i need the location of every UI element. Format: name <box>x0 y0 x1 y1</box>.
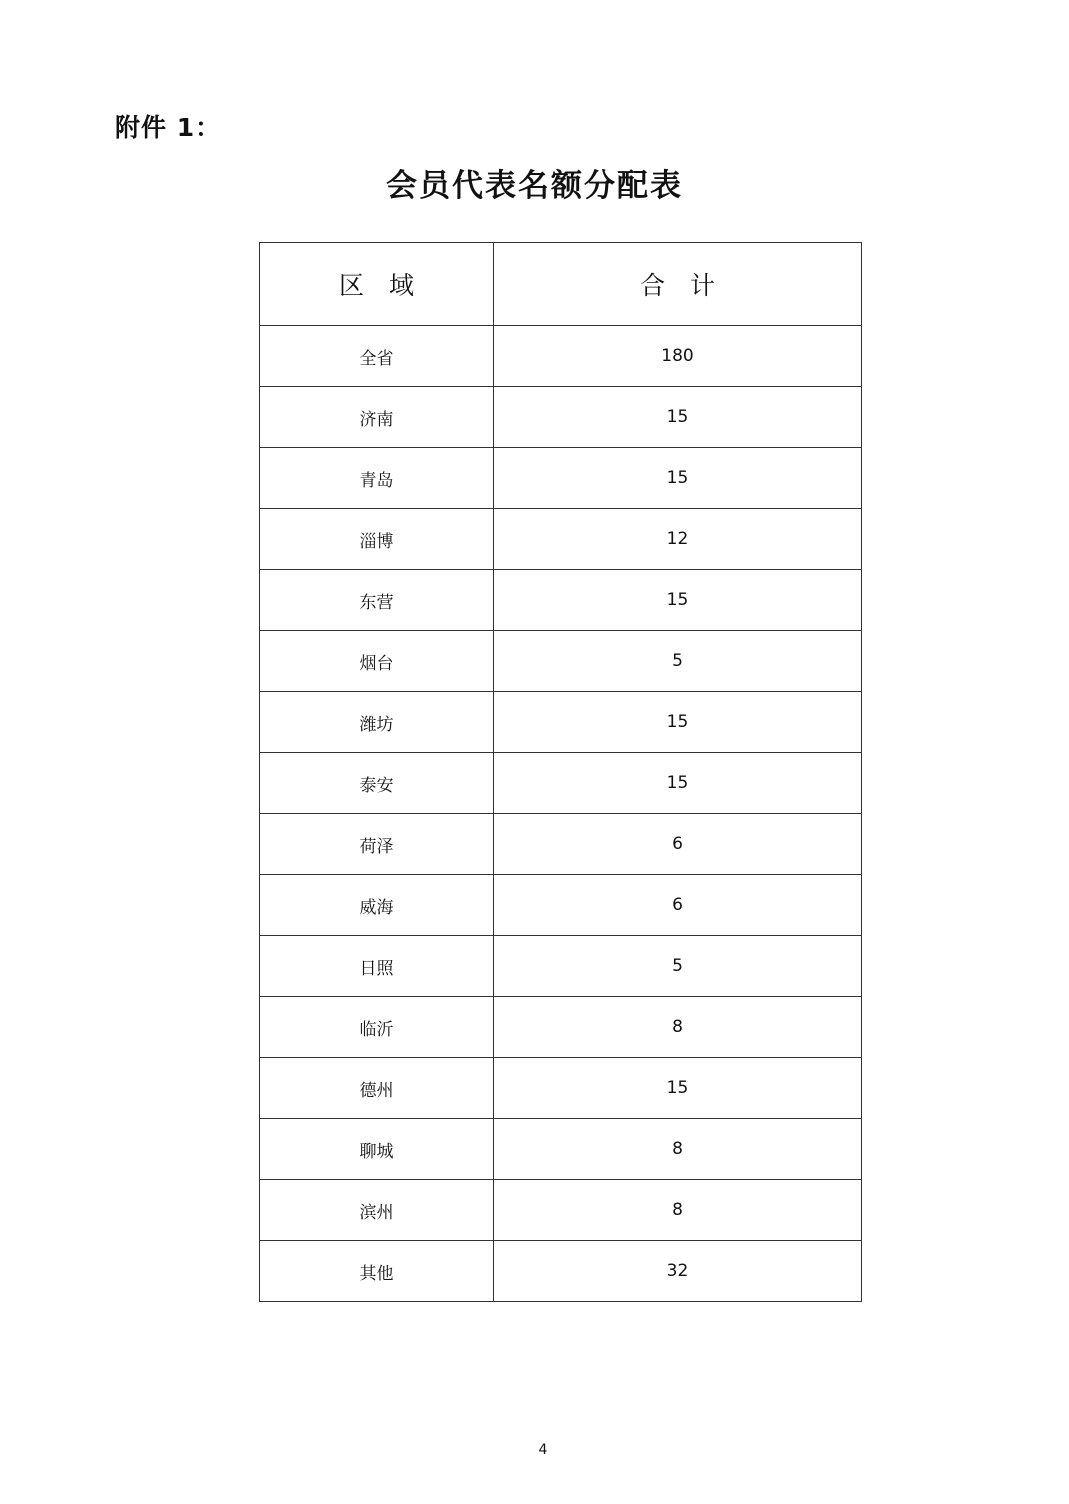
table-row <box>260 1058 862 1119</box>
total-cell: 8 <box>494 997 862 1058</box>
total-cell: 15 <box>494 387 862 448</box>
region-cell: 济南 <box>260 387 494 448</box>
column-header-region: 区 域 <box>260 243 494 326</box>
region-cell: 东营 <box>260 570 494 631</box>
table-row <box>260 997 862 1058</box>
page-title: 会员代表名额分配表 <box>386 168 683 204</box>
region-cell: 聊城 <box>260 1119 494 1180</box>
total-cell: 15 <box>494 570 862 631</box>
region-cell: 滨州 <box>260 1180 494 1241</box>
page-number: 4 <box>538 1442 548 1458</box>
total-cell: 15 <box>494 753 862 814</box>
region-cell: 德州 <box>260 1058 494 1119</box>
region-cell: 烟台 <box>260 631 494 692</box>
total-cell: 8 <box>494 1119 862 1180</box>
total-cell: 6 <box>494 814 862 875</box>
total-cell: 12 <box>494 509 862 570</box>
table-row <box>260 753 862 814</box>
region-cell: 日照 <box>260 936 494 997</box>
table-row <box>260 448 862 509</box>
table-header-row <box>260 243 862 326</box>
total-cell: 15 <box>494 448 862 509</box>
column-header-total: 合 计 <box>494 243 862 326</box>
table-row <box>260 570 862 631</box>
attachment-label: 附件 1： <box>115 113 222 142</box>
table-row <box>260 1119 862 1180</box>
total-cell: 5 <box>494 631 862 692</box>
total-cell: 15 <box>494 692 862 753</box>
total-cell: 8 <box>494 1180 862 1241</box>
table-row <box>260 1180 862 1241</box>
region-cell: 青岛 <box>260 448 494 509</box>
region-cell: 全省 <box>260 326 494 387</box>
quota-table <box>259 242 862 1302</box>
table-row <box>260 631 862 692</box>
region-cell: 其他 <box>260 1241 494 1302</box>
total-cell: 180 <box>494 326 862 387</box>
region-cell: 潍坊 <box>260 692 494 753</box>
region-cell: 临沂 <box>260 997 494 1058</box>
total-cell: 15 <box>494 1058 862 1119</box>
table-row <box>260 936 862 997</box>
table-row <box>260 692 862 753</box>
table-row <box>260 1241 862 1302</box>
total-cell: 6 <box>494 875 862 936</box>
total-cell: 5 <box>494 936 862 997</box>
table-row <box>260 875 862 936</box>
table-row <box>260 326 862 387</box>
table-row <box>260 387 862 448</box>
region-cell: 荷泽 <box>260 814 494 875</box>
region-cell: 泰安 <box>260 753 494 814</box>
total-cell: 32 <box>494 1241 862 1302</box>
region-cell: 淄博 <box>260 509 494 570</box>
table-row <box>260 814 862 875</box>
region-cell: 威海 <box>260 875 494 936</box>
table-row <box>260 509 862 570</box>
